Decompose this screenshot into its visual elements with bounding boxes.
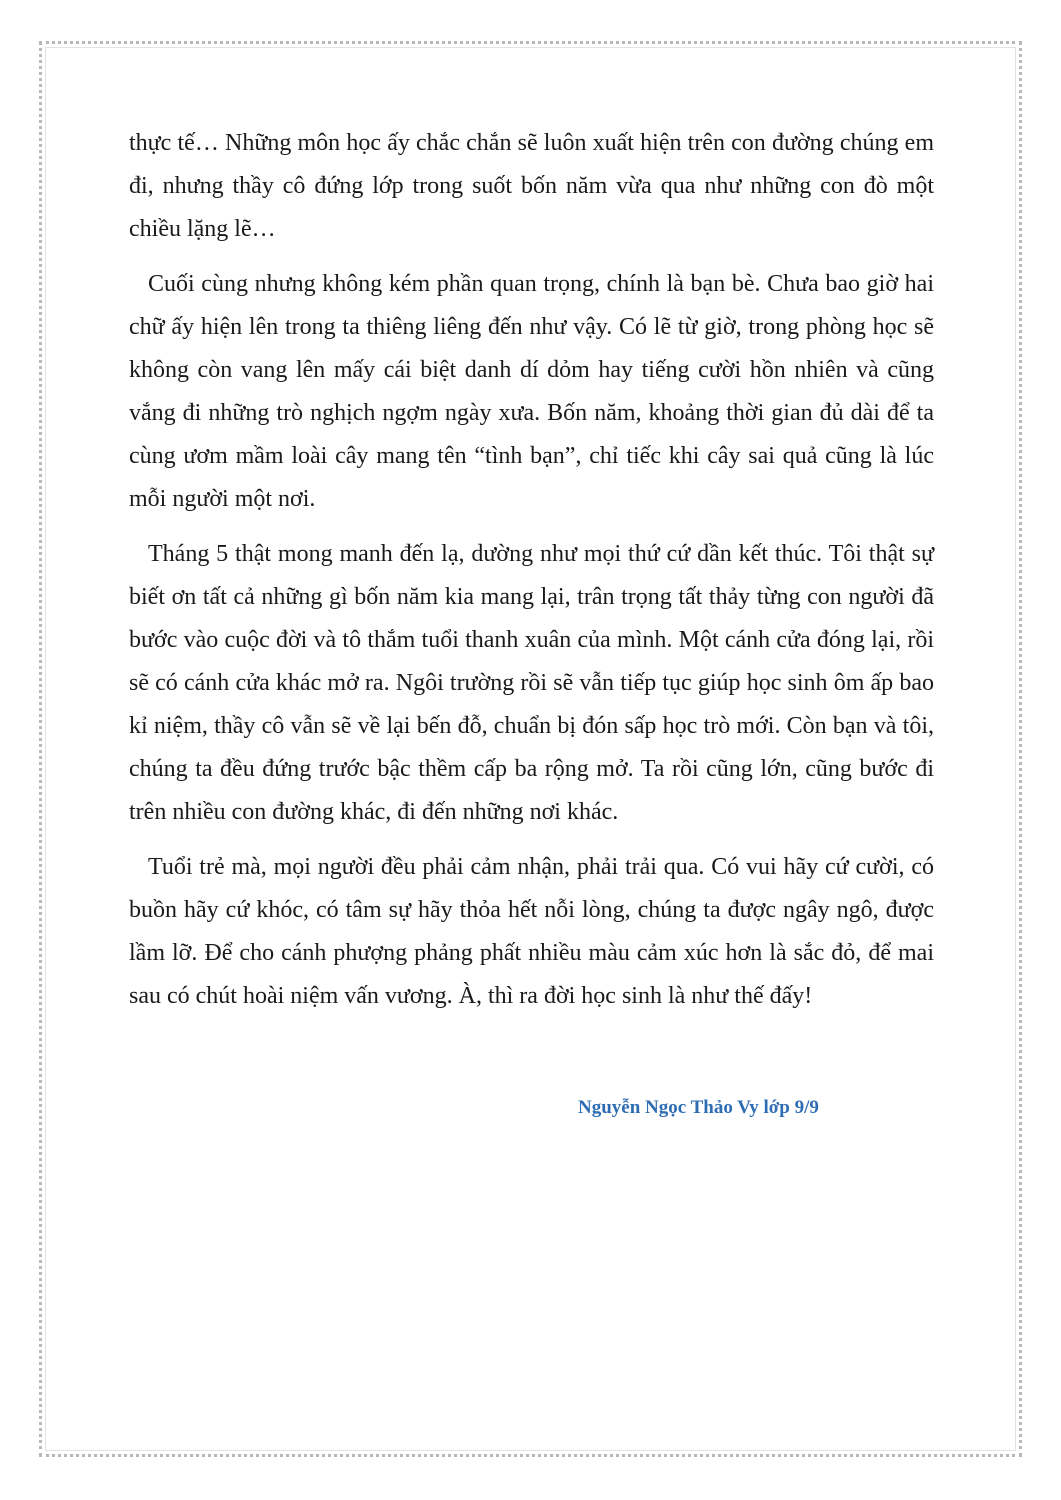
document-body (129, 122, 934, 1018)
paragraph-1: thực tế… Những môn học ấy chắc chắn sẽ luôn xuất hiện trên con đường chúng em đi, nhưng thầy cô đứng lớp trong suốt bốn năm vừa qua như những con đò một chiều lặng lẽ… (129, 130, 934, 242)
author-signature: Nguyễn Ngọc Thảo Vy lớp 9/9 (578, 1097, 819, 1118)
paragraph-2: Cuối cùng nhưng không kém phần quan trọng, chính là bạn bè. Chưa bao giờ hai chữ ấy hiện lên trong ta thiêng liêng đến như vậy. Có lẽ từ giờ, trong phòng học sẽ không còn vang lên mấy cái biệt danh dí dỏm hay tiếng cười hồn nhiên và cũng vắng đi những trò nghịch ngợm ngày xưa. Bốn năm, khoảng thời gian đủ dài để ta cùng ươm mầm loài cây mang tên “tình bạn”, chỉ tiếc khi cây sai quả cũng là lúc mỗi người một nơi. (129, 271, 934, 512)
paragraph-3: Tháng 5 thật mong manh đến lạ, dường như mọi thứ cứ dần kết thúc. Tôi thật sự biết ơn tất cả những gì bốn năm kia mang lại, trân trọng tất thảy từng con người đã bước vào cuộc đời và tô thắm tuổi thanh xuân của mình. Một cánh cửa đóng lại, rồi sẽ có cánh cửa khác mở ra. Ngôi trường rồi sẽ vẫn tiếp tục giúp học sinh ôm ấp bao kỉ niệm, thầy cô vẫn sẽ về lại bến đỗ, chuẩn bị đón sấp học trò mới. Còn bạn và tôi, chúng ta đều đứng trước bậc thềm cấp ba rộng mở. Ta rồi cũng lớn, cũng bước đi trên nhiều con đường khác, đi đến những nơi khác. (129, 541, 934, 825)
paragraph-4: Tuổi trẻ mà, mọi người đều phải cảm nhận, phải trải qua. Có vui hãy cứ cười, có buồn hãy cứ khóc, có tâm sự hãy thỏa hết nỗi lòng, chúng ta được ngây ngô, được lầm lỡ. Để cho cánh phượng phảng phất nhiều màu cảm xúc hơn là sắc đỏ, để mai sau có chút hoài niệm vấn vương. À, thì ra đời học sinh là như thế đấy! (129, 854, 934, 1009)
